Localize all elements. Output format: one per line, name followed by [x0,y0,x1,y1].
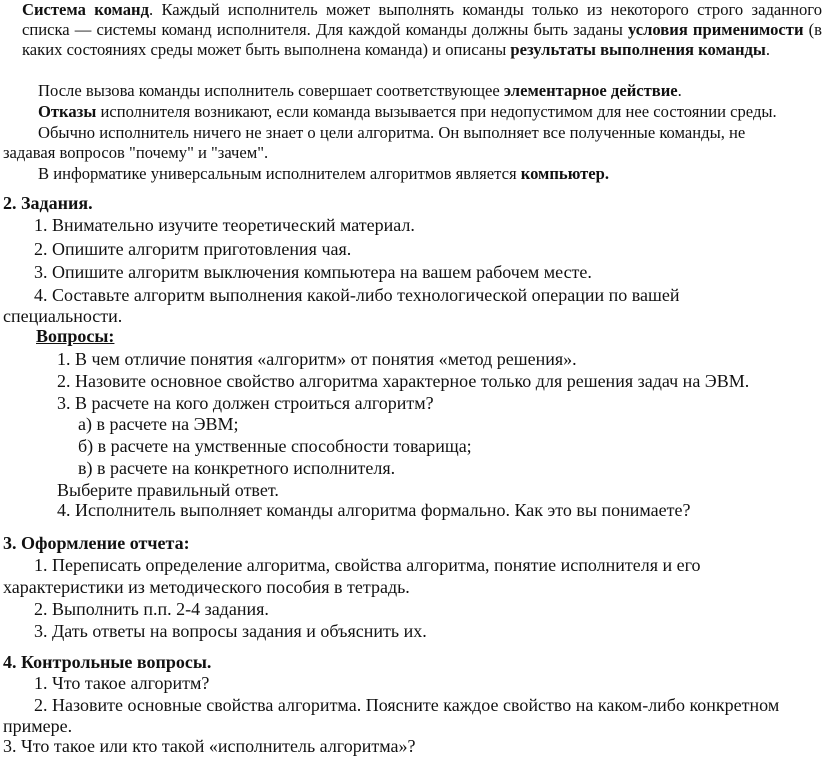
answer-option: в) в расчете на конкретного исполнителя. [78,458,396,478]
question-item: 4. Исполнитель выполняет команды алгоритма формально. Как это вы понимаете? [57,500,691,520]
universal-executor-line [38,164,609,184]
questions-heading: Вопросы: [36,326,115,346]
task-item: 1. Внимательно изучите теоретический материал. [34,215,415,235]
report-item: 2. Выполнить п.п. 2-4 задания. [34,599,269,619]
paragraph-text: (в каких состояниях среды может быть выполнена команда) и описаны [22,20,822,59]
paragraph-text: . [765,40,771,59]
question-item: 1. В чем отличие понятия «алгоритм» от понятия «метод решения». [57,349,577,369]
term-elementary-action: элементарное действие [503,81,678,100]
control-question-item: 3. Что такое или кто такой «исполнитель алгоритма»? [3,736,416,756]
system-of-commands-paragraph [22,0,822,60]
question-item: 2. Назовите основное свойство алгоритма характерное только для решения задач на ЭВМ. [57,371,750,391]
task-item: 2. Опишите алгоритм приготовления чая. [34,239,352,259]
term-applicability-conditions: условия применимости [627,20,804,39]
report-item-continuation: характеристики из методического пособия в тетрадь. [3,577,410,597]
term-execution-results: результаты выполнения команды [510,40,766,59]
control-question-item: 1. Что такое алгоритм? [34,673,210,693]
report-item: 1. Переписать определение алгоритма, свойства алгоритма, понятие исполнителя и его [34,555,701,575]
control-question-continuation: примере. [3,716,73,736]
tasks-heading: 2. Задания. [3,193,93,213]
report-heading: 3. Оформление отчета: [3,533,190,553]
paragraph-text: В информатике универсальным исполнителем алгоритмов является [38,164,521,183]
term-computer: компьютер. [520,164,610,183]
answer-option: а) в расчете на ЭВМ; [78,414,239,434]
paragraph-text: исполнителя возникают, если команда вызывается при недопустимом для нее состоянии среды. [96,102,777,121]
paragraph-text: . Каждый исполнитель может выполнять команды только из некоторого строго заданного списка — системы команд исполнителя. Для каждой команды должны быть заданы [22,0,822,39]
control-question-item: 2. Назовите основные свойства алгоритма. Поясните каждое свойство на каком-либо конкретном [34,695,780,715]
failures-line [38,102,777,122]
control-questions-heading: 4. Контрольные вопросы. [3,652,212,672]
task-item: 3. Опишите алгоритм выключения компьютера на вашем рабочем месте. [34,262,592,282]
term-failures: Отказы [38,102,97,121]
choose-answer-text: Выберите правильный ответ. [57,480,279,500]
paragraph-text: . [677,81,682,100]
task-item: 4. Составьте алгоритм выполнения какой-либо технологической операции по вашей [34,285,680,305]
paragraph-text: После вызова команды исполнитель совершает соответствующее [38,81,504,100]
elementary-action-line [38,81,682,101]
goal-line-2: задавая вопросов "почему" и "зачем". [3,143,269,162]
goal-line-1: Обычно исполнитель ничего не знает о цели алгоритма. Он выполняет все полученные команды, не [38,123,746,142]
question-item: 3. В расчете на кого должен строиться алгоритм? [57,393,434,413]
report-item: 3. Дать ответы на вопросы задания и объяснить их. [34,621,427,641]
term-system-of-commands: Система команд [22,0,149,19]
answer-option: б) в расчете на умственные способности товарища; [78,436,472,456]
task-item-continuation: специальности. [3,306,123,326]
